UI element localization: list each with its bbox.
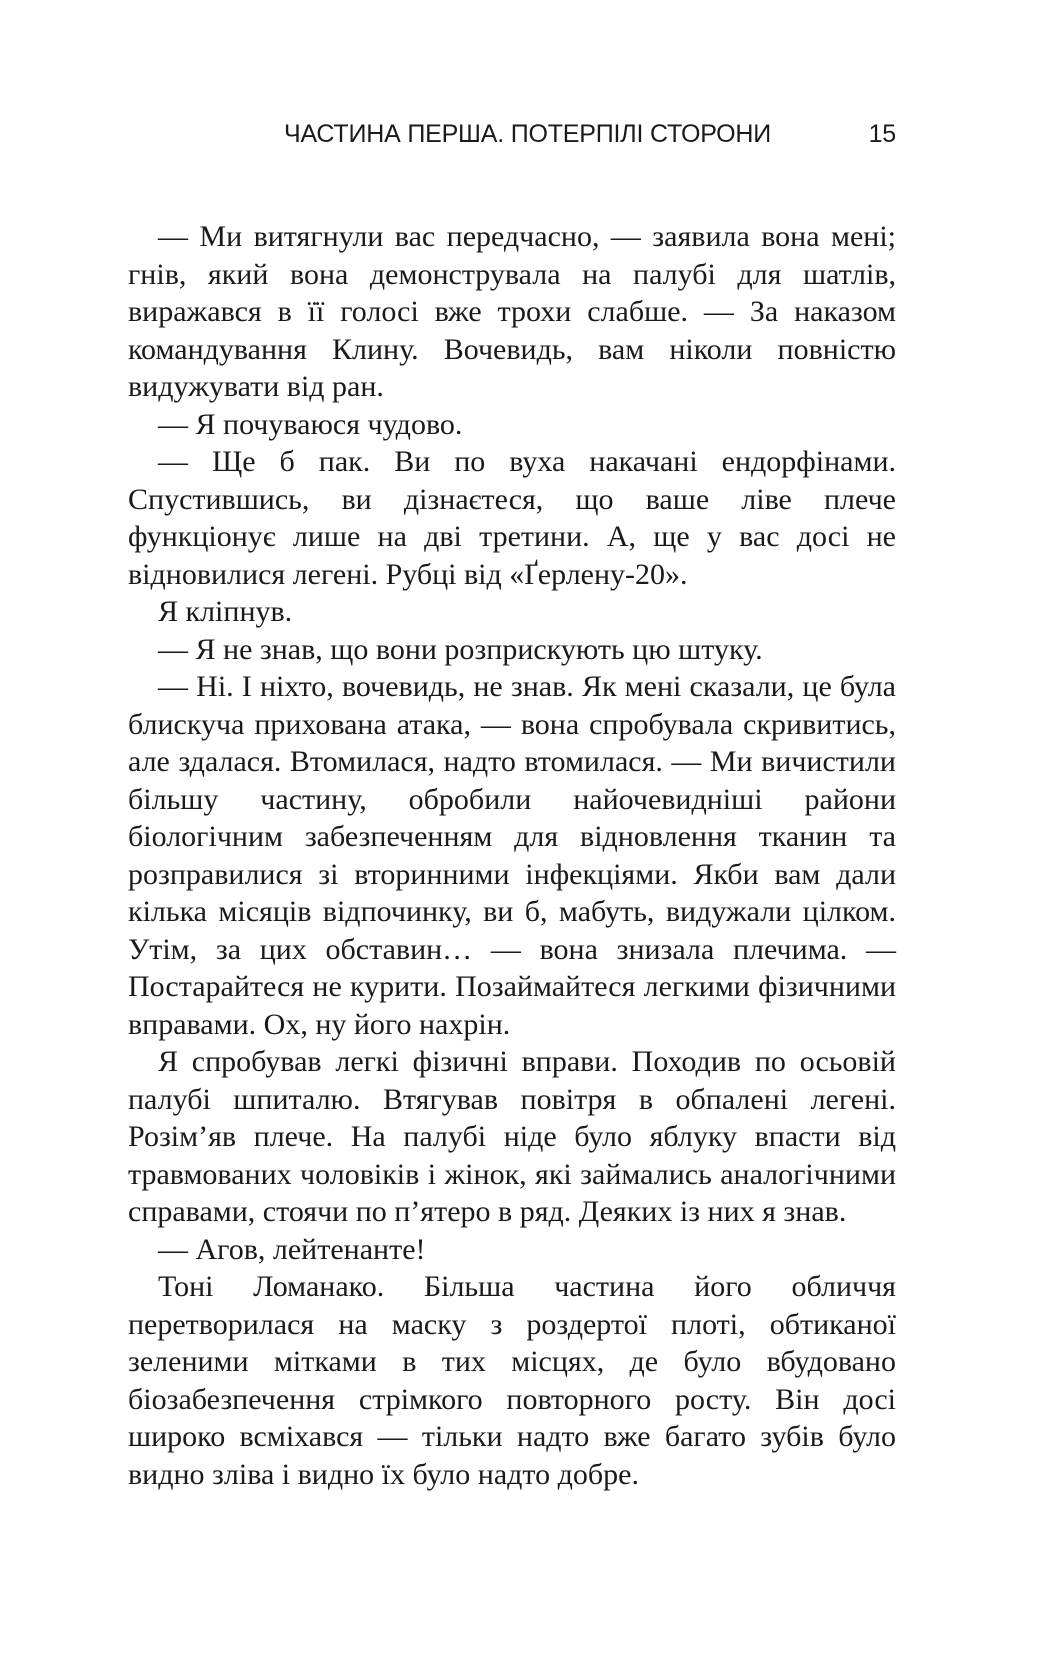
paragraph: — Ще б пак. Ви по вуха накачані ендорфінами. Спустившись, ви дізнаєтеся, що ваше ліве плече функціонує лише на дві третини. А, ще у вас досі не відновилися легені. Рубці від «Ґерлену-20». bbox=[128, 445, 896, 591]
paragraph: — Я не знав, що вони розприскують цю штуку. bbox=[158, 632, 763, 666]
page-number: 15 bbox=[868, 120, 896, 148]
running-head bbox=[284, 114, 896, 154]
paragraph: Я кліпнув. bbox=[158, 595, 293, 628]
running-title: ЧАСТИНА ПЕРША. ПОТЕРПІЛІ СТОРОНИ bbox=[284, 120, 771, 148]
paragraph: — Я почуваюся чудово. bbox=[158, 407, 463, 441]
paragraph: — Ні. І ніхто, вочевидь, не знав. Як мені сказали, це була блискуча прихована атака, — вона спробувала скривитись, але здалася. Втомилася, надто втомилася. — Ми вичистили більшу частину, обробили найочевидніші райони біологічним забезпеченням для відновлення тканин та розправилися зі вторинними інфекціями. Якби вам дали кілька місяців відпочинку, ви б, мабуть, видужали цілком. Утім, за цих обставин… — вона знизала плечима. — Постарайтеся не курити. Позаймайтеся легкими фізичними вправами. Ох, ну його нахрін. bbox=[128, 670, 896, 1041]
body-text bbox=[128, 218, 896, 1493]
paragraph: — Агов, лейтенанте! bbox=[158, 1232, 426, 1266]
paragraph: Тоні Ломанако. Більша частина його обличчя перетворилася на маску з роздертої плоті, обтиканої зеленими мітками в тих місцях, де було вбудовано біозабезпечення стрімкого повторного росту. Він досі широко всміхався — тільки надто вже багато зубів було видно зліва і видно їх було надто добре. bbox=[128, 1270, 896, 1491]
paragraph: Я спробував легкі фізичні вправи. Походив по осьовій палубі шпиталю. Втягував повітря в обпалені легені. Розім’яв плече. На палубі ніде було яблуку впасти від травмованих чоловіків і жінок, які займались аналогічними справами, стоячи по п’ятеро в ряд. Деяких із них я знав. bbox=[128, 1045, 896, 1228]
paragraph: — Ми витягнули вас передчасно, — заявила вона мені; гнів, який вона демонструвала на палубі для шатлів, виражався в її голосі вже трохи слабше. — За наказом командування Клину. Вочевидь, вам ніколи повністю видужувати від ран. bbox=[128, 220, 896, 403]
